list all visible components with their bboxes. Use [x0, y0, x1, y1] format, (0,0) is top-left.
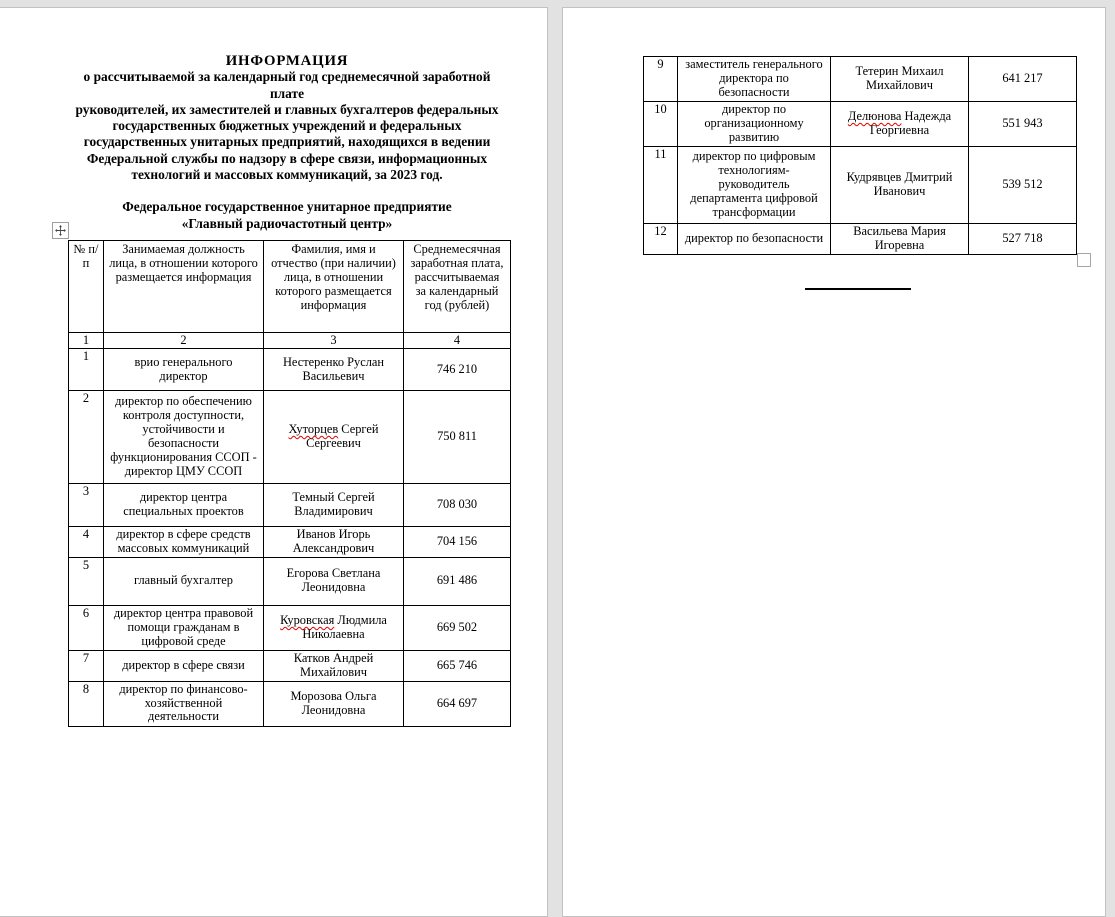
- column-number-cell-2[interactable]: 2: [104, 333, 264, 349]
- table-row: [69, 527, 511, 558]
- name-cell[interactable]: Кудрявцев Дмитрий Иванович: [831, 146, 969, 223]
- salary-table-page1-body: [69, 241, 511, 727]
- move-cross-icon: [55, 225, 66, 236]
- table-row: [69, 484, 511, 527]
- column-number-row: [69, 333, 511, 349]
- salary-table-page2[interactable]: [643, 56, 1077, 255]
- table-row: [69, 391, 511, 484]
- page-2[interactable]: [562, 7, 1106, 917]
- table-row: [644, 223, 1077, 254]
- document-title-line[interactable]: государственных унитарных предприятий, находящихся в ведении: [83, 134, 491, 150]
- position-cell[interactable]: директор центра специальных проектов: [104, 484, 264, 527]
- name-cell[interactable]: Иванов Игорь Александрович: [264, 527, 404, 558]
- document-title-line[interactable]: руководителей, их заместителей и главных бухгалтеров федеральных: [75, 101, 499, 117]
- row-number-cell[interactable]: 4: [69, 527, 104, 558]
- table-row: [644, 101, 1077, 146]
- name-cell[interactable]: Морозова Ольга Леонидовна: [264, 681, 404, 726]
- position-cell[interactable]: директор центра правовой помощи гражданам в цифровой среде: [104, 605, 264, 650]
- column-number-cell-1[interactable]: 1: [69, 333, 104, 349]
- row-number-cell[interactable]: 10: [644, 101, 678, 146]
- table-header-row: [69, 241, 511, 333]
- row-number-cell[interactable]: 7: [69, 650, 104, 681]
- salary-cell[interactable]: 527 718: [969, 223, 1077, 254]
- position-cell[interactable]: директор по безопасности: [678, 223, 831, 254]
- name-cell[interactable]: Куровская Людмила Николаевна: [264, 605, 404, 650]
- header-cell-3[interactable]: Фамилия, имя и отчество (при наличии) лица, в отношении которого размещается информация: [264, 241, 404, 333]
- salary-cell[interactable]: 746 210: [404, 349, 511, 391]
- name-cell[interactable]: Тетерин Михаил Михайлович: [831, 57, 969, 102]
- table-row: [69, 650, 511, 681]
- salary-cell[interactable]: 539 512: [969, 146, 1077, 223]
- column-number-cell-4[interactable]: 4: [404, 333, 511, 349]
- position-cell[interactable]: заместитель генерального директора по безопасности: [678, 57, 831, 102]
- document-title-block: [66, 53, 508, 232]
- row-number-cell[interactable]: 6: [69, 605, 104, 650]
- row-number-cell[interactable]: 2: [69, 391, 104, 484]
- header-cell-4[interactable]: Среднемесячная заработная плата, рассчитываемая за календарный год (рублей): [404, 241, 511, 333]
- name-cell[interactable]: Хуторцев Сергей Сергеевич: [264, 391, 404, 484]
- position-cell[interactable]: врио генерального директор: [104, 349, 264, 391]
- header-cell-2[interactable]: Занимаемая должность лица, в отношении которого размещается информация: [104, 241, 264, 333]
- header-cell-1[interactable]: № п/п: [69, 241, 104, 333]
- position-cell[interactable]: директор по организационному развитию: [678, 101, 831, 146]
- salary-cell[interactable]: 641 217: [969, 57, 1077, 102]
- row-number-cell[interactable]: 11: [644, 146, 678, 223]
- name-cell[interactable]: Делюнова Надежда Георгиевна: [831, 101, 969, 146]
- position-cell[interactable]: директор в сфере средств массовых коммуникаций: [104, 527, 264, 558]
- name-cell[interactable]: Васильева Мария Игоревна: [831, 223, 969, 254]
- salary-cell[interactable]: 704 156: [404, 527, 511, 558]
- document-title[interactable]: ИНФОРМАЦИЯ: [225, 53, 349, 69]
- position-cell[interactable]: директор по обеспечению контроля доступности, устойчивости и безопасности функционирования ССОП - директор ЦМУ ССОП: [104, 391, 264, 484]
- misspelled-word: Делюнова: [847, 108, 902, 123]
- paragraph-spacer: [66, 183, 508, 199]
- table-row: [69, 681, 511, 726]
- row-number-cell[interactable]: 12: [644, 223, 678, 254]
- salary-cell[interactable]: 750 811: [404, 391, 511, 484]
- organization-name-line[interactable]: Федеральное государственное унитарное предприятие: [122, 199, 452, 215]
- position-cell[interactable]: директор в сфере связи: [104, 650, 264, 681]
- position-cell[interactable]: директор по финансово-хозяйственной деятельности: [104, 681, 264, 726]
- table-row: [69, 605, 511, 650]
- row-number-cell[interactable]: 8: [69, 681, 104, 726]
- column-number-cell-3[interactable]: 3: [264, 333, 404, 349]
- table-row: [69, 557, 511, 605]
- document-title-line[interactable]: технологий и массовых коммуникаций, за 2023 год.: [131, 167, 443, 183]
- position-cell[interactable]: главный бухгалтер: [104, 557, 264, 605]
- salary-cell[interactable]: 708 030: [404, 484, 511, 527]
- salary-cell[interactable]: 669 502: [404, 605, 511, 650]
- salary-table-page2-body: [644, 57, 1077, 255]
- name-cell[interactable]: Катков Андрей Михайлович: [264, 650, 404, 681]
- table-row: [644, 57, 1077, 102]
- salary-cell[interactable]: 551 943: [969, 101, 1077, 146]
- signature-line[interactable]: [805, 288, 911, 290]
- misspelled-word: Куровская: [280, 612, 335, 627]
- misspelled-word: Хуторцев: [288, 422, 339, 437]
- row-number-cell[interactable]: 1: [69, 349, 104, 391]
- table-move-handle[interactable]: [52, 222, 69, 239]
- row-number-cell[interactable]: 9: [644, 57, 678, 102]
- page-1[interactable]: [0, 7, 548, 917]
- empty-text-box[interactable]: [1077, 253, 1091, 267]
- organization-name-line[interactable]: «Главный радиочастотный центр»: [181, 215, 393, 231]
- table-row: [69, 349, 511, 391]
- name-cell[interactable]: Егорова Светлана Леонидовна: [264, 557, 404, 605]
- salary-cell[interactable]: 691 486: [404, 557, 511, 605]
- salary-cell[interactable]: 664 697: [404, 681, 511, 726]
- name-cell[interactable]: Нестеренко Руслан Васильевич: [264, 349, 404, 391]
- document-title-line[interactable]: государственных бюджетных учреждений и федеральных: [112, 118, 462, 134]
- row-number-cell[interactable]: 3: [69, 484, 104, 527]
- table-row: [644, 146, 1077, 223]
- salary-cell[interactable]: 665 746: [404, 650, 511, 681]
- salary-table-page1[interactable]: [68, 240, 511, 727]
- row-number-cell[interactable]: 5: [69, 557, 104, 605]
- document-title-line[interactable]: Федеральной службы по надзору в сфере связи, информационных: [86, 150, 488, 166]
- position-cell[interactable]: директор по цифровым технологиям-руководитель департамента цифровой трансформации: [678, 146, 831, 223]
- document-title-line[interactable]: о рассчитываемой за календарный год среднемесячной заработной плате: [83, 69, 491, 101]
- name-cell[interactable]: Темный Сергей Владимирович: [264, 484, 404, 527]
